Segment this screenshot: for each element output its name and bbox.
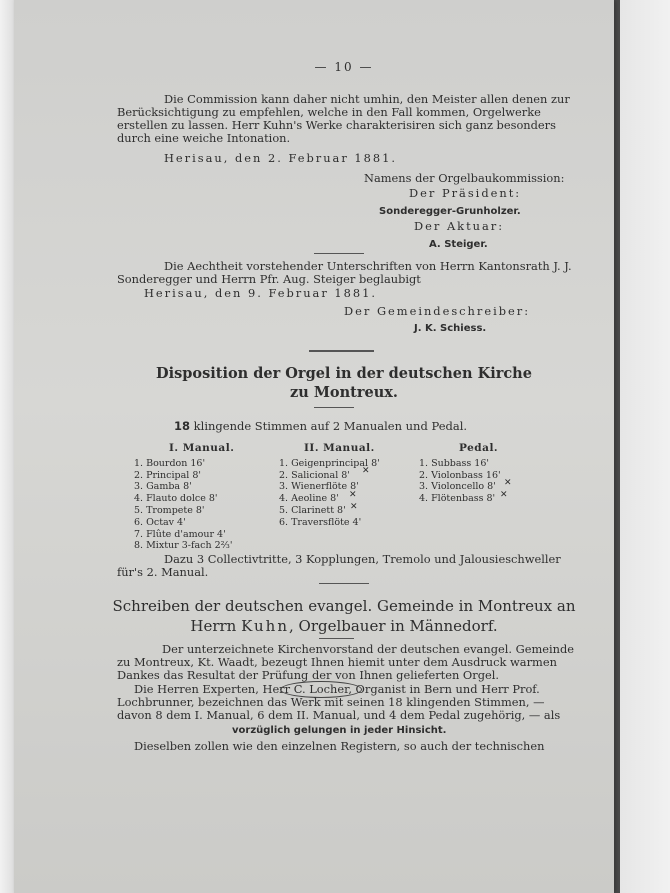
manual-1-heading: I. Manual. (169, 442, 235, 454)
letter-title-prefix: Herrn (190, 617, 237, 635)
letter-title-name: Kuhn (241, 617, 289, 635)
clerk-name: J. K. Schiess. (414, 323, 487, 334)
disposition-title-sub: zu Montreux. (290, 384, 398, 401)
stops-summary-text: klingende Stimmen auf 2 Manualen und Pedal. (193, 419, 468, 433)
manual-2-heading: II. Manual. (304, 442, 375, 454)
place-date: Herisau, den 2. Februar 1881. (164, 151, 398, 165)
separator-rule (319, 583, 369, 584)
stop-item: 1. Geigenprincipal 8' (279, 457, 380, 469)
commission-line: Die Commission kann daher nicht umhin, den Meister allen denen zur (164, 92, 570, 106)
separator-rule (319, 638, 354, 639)
letter-line: Die Herren Experten, Herr C. Locher, Organist in Bern und Herr Prof. (134, 682, 540, 696)
letter-emphasis: vorzüglich gelungen in jeder Hinsicht. (232, 725, 447, 736)
letter-title-sub (14, 617, 670, 635)
letter-line: zu Montreux, Kt. Waadt, bezeugt Ihnen hiemit unter dem Ausdruck warmen (117, 655, 557, 669)
authentication-line: Sonderegger und Herrn Pfr. Aug. Steiger beglaubigt (117, 272, 421, 286)
commission-line: erstellen zu lassen. Herr Kuhn's Werke charakterisiren sich ganz besonders (117, 118, 556, 132)
stop-item: 6. Traversflöte 4' (279, 516, 362, 528)
clerk-title: Der Gemeindeschreiber: (344, 304, 531, 318)
stop-item: 4. Aeoline 8' (279, 493, 339, 505)
place-date: Herisau, den 9. Februar 1881. (144, 286, 378, 300)
stop-item: 2. Violonbass 16' (419, 469, 501, 481)
pedal-heading: Pedal. (459, 442, 499, 454)
commission-line: Berücksichtigung zu empfehlen, welche in den Fall kommen, Orgelwerke (117, 105, 541, 119)
accessories-line: für's 2. Manual. (117, 565, 209, 579)
letter-title-suffix: , Orgelbauer in Männedorf. (288, 617, 498, 635)
letter-line: davon 8 dem I. Manual, 6 dem II. Manual, und 4 dem Pedal zugehörig, — als (117, 708, 561, 722)
stop-item: 1. Subbass 16' (419, 457, 490, 469)
stop-item: 5. Trompete 8' (134, 504, 205, 516)
letter-line: Der unterzeichnete Kirchenvorstand der deutschen evangel. Gemeinde (162, 642, 574, 656)
stop-item: 7. Flûte d'amour 4' (134, 528, 226, 540)
stop-item: 6. Octav 4' (134, 516, 186, 528)
disposition-title: Disposition der Orgel in der deutschen Kirche (156, 365, 532, 382)
president-name: Sonderegger-Grunholzer. (379, 206, 521, 217)
separator-rule (314, 407, 354, 408)
letter-line: Dieselben zollen wie den einzelnen Registern, so auch der technischen (134, 739, 545, 753)
stop-item: 1. Bourdon 16' (134, 457, 206, 469)
letter-title: Schreiben der deutschen evangel. Gemeinde in Montreux an (112, 597, 576, 615)
stop-item: 2. Principal 8' (134, 469, 201, 481)
president-title: Der Präsident: (409, 186, 522, 200)
stop-item: 8. Mixtur 3-fach 2⅔' (134, 540, 233, 552)
letter-line: Lochbrunner, bezeichnen das Werk mit seinen 18 klingenden Stimmen, — (117, 695, 545, 709)
separator-rule (314, 253, 364, 254)
document-page (14, 0, 614, 893)
letter-line: Dankes das Resultat der Prüfung der von Ihnen gelieferten Orgel. (117, 668, 500, 682)
stop-item: 3. Violoncello 8' (419, 481, 496, 493)
actuary-title: Der Aktuar: (414, 219, 505, 233)
stop-item: 2. Salicional 8' (279, 469, 350, 481)
stop-item: 4. Flauto dolce 8' (134, 493, 218, 505)
manual-2-column (279, 443, 380, 529)
pencil-x-mark: ✕ (500, 490, 508, 500)
separator-rule (309, 350, 374, 352)
photo-background-right (620, 0, 670, 893)
pedal-column (419, 443, 501, 505)
commission-line: durch eine weiche Intonation. (117, 131, 291, 145)
stop-item: 4. Flötenbass 8' (419, 493, 496, 505)
pencil-x-mark: ✕ (362, 466, 370, 476)
stop-item: 3. Wienerflöte 8' (279, 481, 359, 493)
pencil-x-mark: ✕ (504, 478, 512, 488)
accessories-line: Dazu 3 Collectivtritte, 3 Kopplungen, Tremolo und Jalousieschweller (164, 552, 561, 566)
stop-item: 3. Gamba 8' (134, 481, 192, 493)
photo-background-left (0, 0, 14, 893)
authentication-line: Die Aechtheit vorstehender Unterschriften von Herrn Kantonsrath J. J. (164, 259, 572, 273)
page-number: — 10 — (314, 60, 374, 74)
stops-summary (174, 420, 467, 433)
actuary-name: A. Steiger. (429, 239, 488, 250)
manual-1-column (134, 443, 234, 552)
stops-count: 18 (174, 419, 191, 433)
signature-intro: Namens der Orgelbaukommission: (364, 171, 565, 185)
stop-item: 5. Clarinett 8' (279, 504, 346, 516)
pencil-x-mark: ✕ (350, 502, 358, 512)
pencil-x-mark: ✕ (349, 490, 357, 500)
